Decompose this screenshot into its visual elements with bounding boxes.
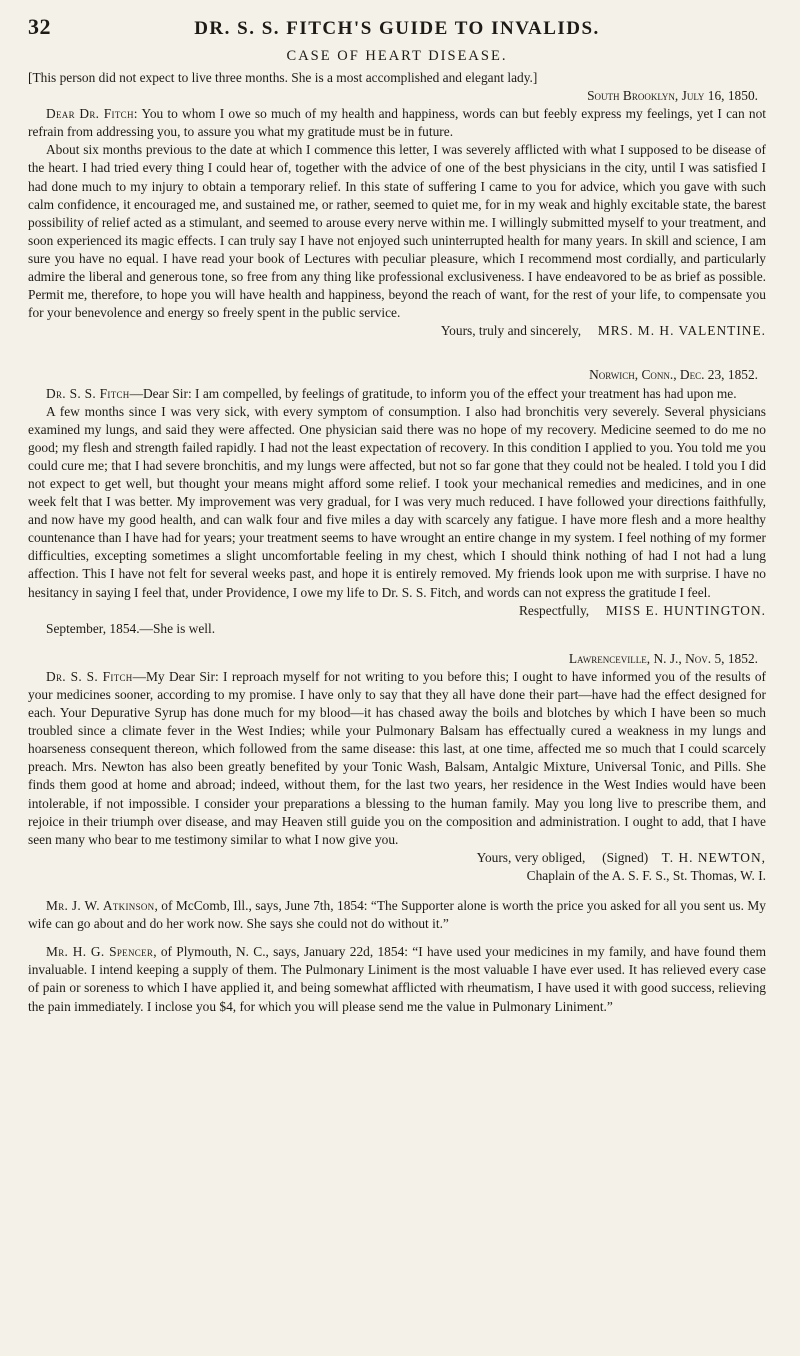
letter-closing: Yours, truly and sincerely, [440,323,582,339]
letter-signature-line [28,322,766,340]
letter-place-date: Lawrenceville, N. J., Nov. 5, 1852. [568,650,758,666]
testimonial-spencer [28,943,766,1015]
testimonial-text: , of McComb, Ill., says, June 7th, 1854: “The Supporter alone is worth the price you asked for all you sent us. My wife can go about and do her work now. She says she could not do without it.” [28,898,767,932]
editorial-note: [This person did not expect to live three months. She is a most accomplished and elegant lady.] [28,70,538,85]
letter-closing: Respectfully, [518,602,590,618]
letter-newton [28,650,766,885]
page-number: 32 [28,14,51,39]
testimonial-name: Mr. J. W. Atkinson [46,898,155,914]
letter-place-date: South Brooklyn, July 16, 1850. [587,88,758,104]
letter-signature: MISS E. HUNTINGTON. [605,602,766,618]
letter-paragraph [28,105,766,141]
letter-salutation: Dr. S. S. Fitch [46,385,130,401]
letter-valentine [28,69,766,340]
letter-paragraph [28,385,766,403]
testimonial-text: , of Plymouth, N. C., says, January 22d, 1854: “I have used your medicines in my family, and have found them invaluable. I intend keeping a supply of them. The Pulmonary Liniment is the most valuable I have ever used. It has relieved every case of pain or soreness to which I have applied it, and being somewhat afflicted with rheumatism, I have used it with good success, relieving the pain immediately. I inclose you $4, for which you will please send me the value in Pulmonary Liniment.” [28,944,766,1014]
letter-signature: MRS. M. H. VALENTINE. [597,323,766,339]
letter-postscript: September, 1854.—She is well. [46,620,216,636]
letter-signature-line [28,602,766,620]
letter-place-date: Norwich, Conn., Dec. 23, 1852. [589,367,758,383]
letter-paragraph [28,668,766,849]
letter-signature-line [28,849,766,867]
letter-signature: T. H. NEWTON, [661,849,766,865]
case-heading: CASE OF HEART DISEASE. [286,48,508,64]
letter-text: —My Dear Sir: I reproach myself for not writing to you before this; I ought to have informed you of the results of your medicines sooner, according to my promise. I have only to say that they all have done their part—have had the effect designed for each. Your Depurative Syrup has done much for my blood—it has chased away the boils and blotches by which I have been so much troubled since a climate fever in the West Indies; while your Pulmonary Balsam has effectually cured a weakness in my lungs and hoarseness consequent thereon, which followed from the same disease: this last, at one time, affected me so much that I could scarcely preach. Mrs. Newton has also been greatly benefited by your Tonic Wash, Balsam, Antalgic Mixture, Universal Tonic, and Pills. She finds them good at home and abroad; indeed, without them, for the last two years, her residence in the West Indies would have been intolerable, if not impossible. I consider your preparations a blessing to the human family. May you long live to prescribe them, and rejoice in their triumph over disease, and may Heaven still guide you on the composition and administration. I ought to add, that I have seen many who bear to me testimony similar to what I now give you. [28,668,766,847]
letter-salutation: Dear Dr. Fitch: [46,106,138,122]
running-head [28,14,766,42]
letter-paragraph: About six months previous to the date at which I commence this letter, I was severely afflicted with what I supposed to be disease of the heart. I had tried every thing I could hear of, together with the advice of one of the best physicians in the city, until I was satisfied I had done much to my injury to obtain a temporary relief. In this state of suffering I came to you for advice, which you gave with such calm confidence, it encouraged me, and sustained me, or rather, seemed to quiet me, for in my weak and highly excitable state, the barest possibility of relief acted as a stimulant, and seemed to arouse every nerve within me. I willingly submitted myself to your treatment, and soon experienced its magic effects. I can truly say I have not enjoyed such uninterrupted health for many years. In skill and science, I am sure you have no equal. I have read your book of Lectures with peculiar pleasure, which I recommend most cordially, and particularly admire the liberal and generous tone, so free from any thing like professional exclusiveness. I have endeavored to be as brief as possible. Permit me, therefore, to hope you will have health and happiness, beyond the reach of want, for the rest of your life, to compensate you for your benevolence and energy so freely spent in the public service. [28,142,766,321]
running-title: DR. S. S. FITCH'S GUIDE TO INVALIDS. [194,18,600,39]
letter-text: —Dear Sir: I am compelled, by feelings of gratitude, to inform you of the effect your treatment has had upon me. [129,385,737,401]
letter-closing: Yours, very obliged, [476,849,586,865]
letter-signatory-title: Chaplain of the A. S. F. S., St. Thomas, W. I. [526,867,766,883]
letter-huntington [28,366,766,637]
letter-paragraph: A few months since I was very sick, with every symptom of consumption. I also had bronchitis very severely. Several physicians examined my lungs, and said they were affected. One physician said there was no hope of my recovery. Medicine seemed to do me no good; my flesh and strength failed rapidly. I had not the least expectation of recovery. In this condition I applied to you. You told me you could cure me; that I had severe bronchitis, and my lungs were affected, but not so far gone that they could not be healed. I told you I did not expect to get well, but thought your means might afford some relief. I took your mechanical remedies and medicines, and in one week felt that I was better. My improvement was very gradual, for I was very much reduced. I have followed your directions faithfully, and now have my good health, and can walk four and five miles a day with scarcely any fatigue. I have more flesh and a more healthy countenance than I have had for years; your treatment seems to have wrought an entire change in my system. I feel nothing of my former difficulties, excepting sometimes a slight uncomfortable feeling in my chest, which I should think nothing of had I not had a lung affection. This I have not felt for several weeks past, and hope it is entirely removed. My friends look upon me with surprise. I have no hesitancy in saying I feel that, under Providence, I owe my life to Dr. S. S. Fitch, and words can not express the gratitude I feel. [28,403,766,600]
letter-text: You to whom I owe so much of my health and happiness, words can but feebly express my feelings, yet I can not refrain from addressing you, to assure you what my gratitude must be in future. [28,106,766,140]
letter-signed-mark: (Signed) [602,849,649,865]
testimonial-name: Mr. H. G. Spencer [46,944,154,960]
testimonial-atkinson [28,897,766,933]
letter-salutation: Dr. S. S. Fitch [46,668,133,684]
